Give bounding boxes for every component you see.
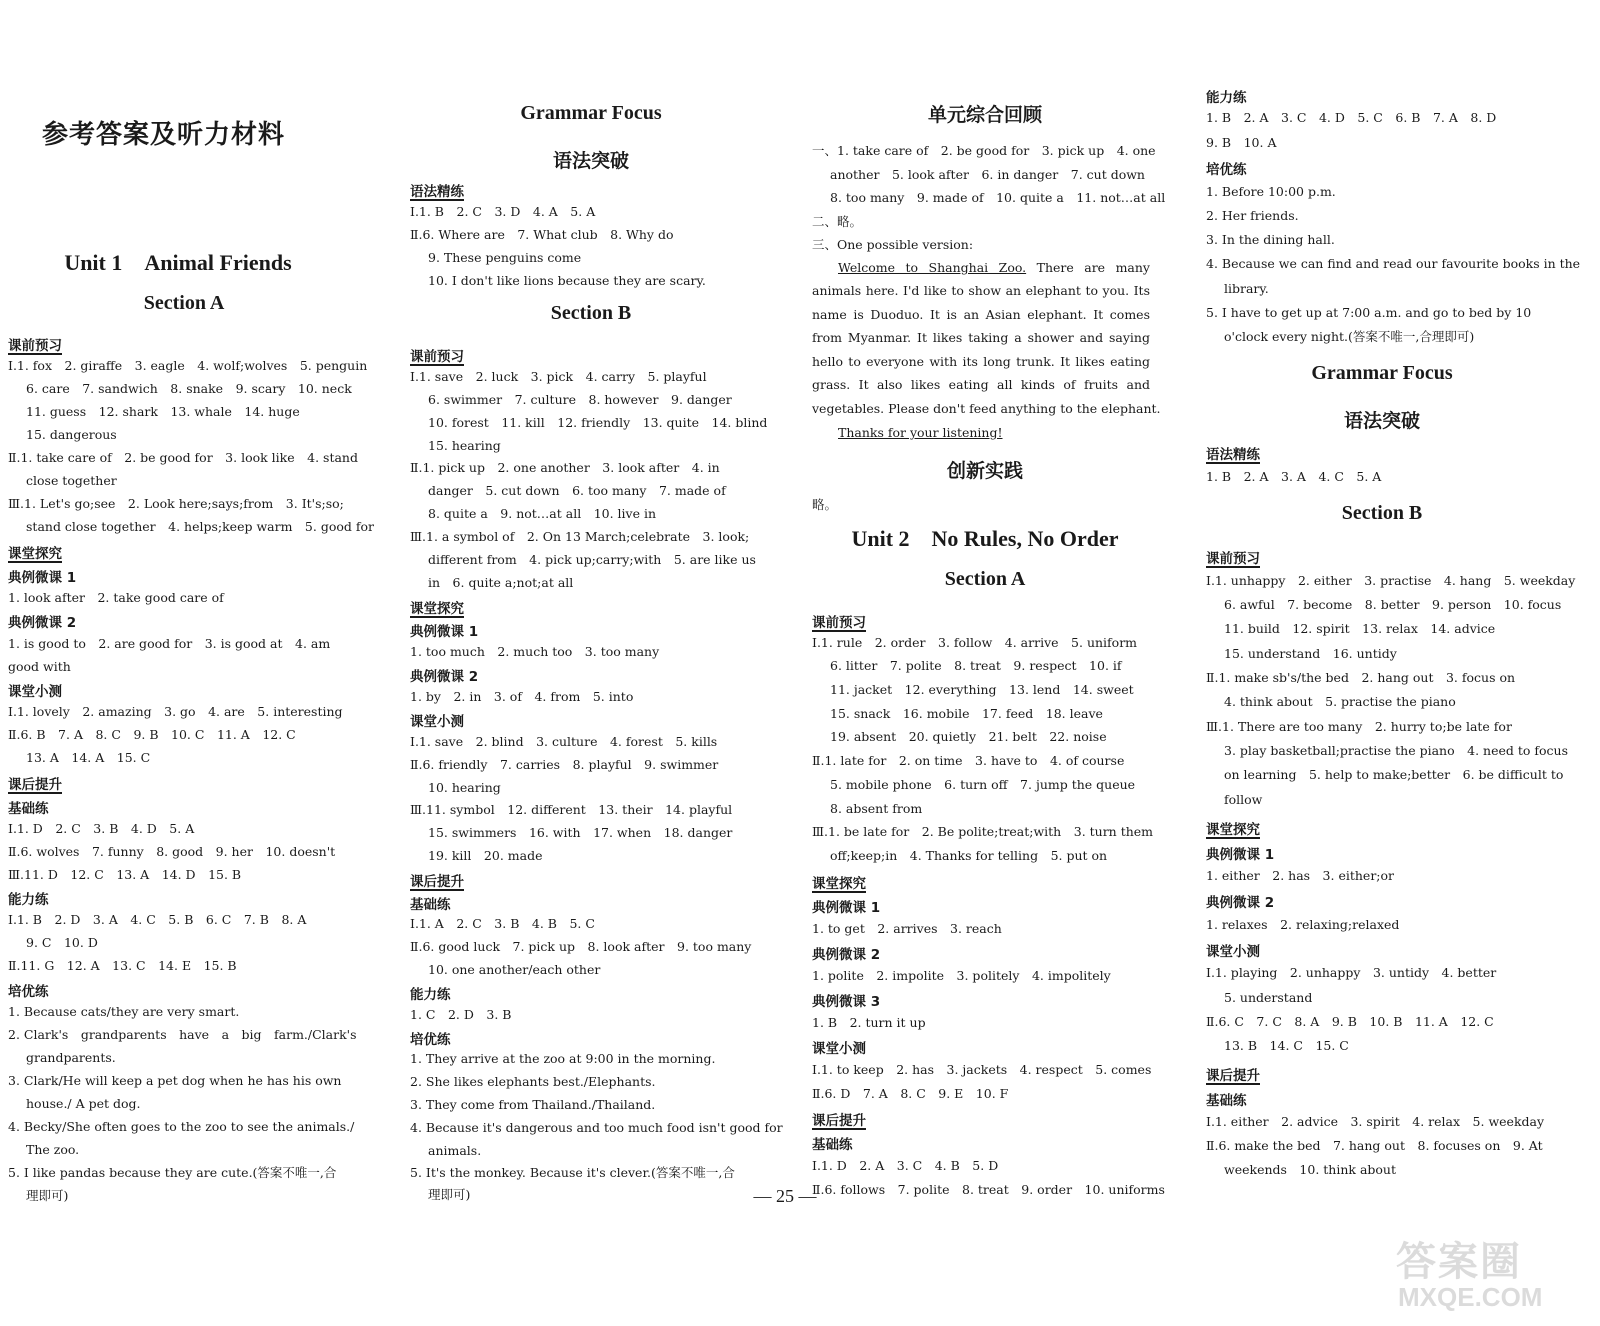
- column-4: [1206, 0, 1581, 1220]
- essay-line: animals here. I'd like to show an elephant to you. Its: [812, 283, 1150, 298]
- answer-line: 5. It's the monkey. Because it's clever.(答案不唯一,合: [410, 1165, 735, 1180]
- answer-line: Ⅰ.1. playing 2. unhappy 3. untidy 4. better: [1206, 965, 1497, 980]
- answer-line: animals.: [428, 1143, 482, 1158]
- answer-line: Ⅱ.6. make the bed 7. hang out 8. focuses on 9. At: [1206, 1138, 1543, 1153]
- answer-line: grandparents.: [26, 1050, 116, 1065]
- answer-line: Ⅱ.6. friendly 7. carries 8. playful 9. swimmer: [410, 757, 719, 772]
- subheading: 基础练: [1206, 1093, 1247, 1109]
- answer-line: Ⅲ.1. There are too many 2. hurry to;be late for: [1206, 719, 1512, 734]
- answer-line: 3. They come from Thailand./Thailand.: [410, 1097, 656, 1112]
- answer-line: 1. by 2. in 3. of 4. from 5. into: [410, 689, 634, 704]
- answer-line: Ⅰ.1. A 2. C 3. B 4. B 5. C: [410, 916, 595, 931]
- subheading: 基础练: [410, 897, 451, 913]
- subheading: 典例微课 2: [410, 669, 479, 685]
- answer-line: 1. C 2. D 3. B: [410, 1007, 512, 1022]
- answer-line: another 5. look after 6. in danger 7. cut down: [830, 167, 1145, 182]
- heading: 语法精练: [410, 184, 464, 200]
- subheading: 典例微课 1: [1206, 847, 1275, 863]
- answer-line: follow: [1224, 792, 1263, 807]
- answer-line: 1. too much 2. much too 3. too many: [410, 644, 660, 659]
- answer-line: 2. Her friends.: [1206, 208, 1299, 223]
- answer-line: 1. either 2. has 3. either;or: [1206, 868, 1395, 883]
- answer-line: Ⅲ.1. Let's go;see 2. Look here;says;from 3. It's;so;: [8, 496, 344, 511]
- answer-line: Ⅰ.1. save 2. blind 3. culture 4. forest 5. kills: [410, 734, 718, 749]
- answer-line: 2. She likes elephants best./Elephants.: [410, 1074, 656, 1089]
- section-title: Section A: [944, 568, 1026, 590]
- watermark-logo: [1388, 1228, 1588, 1318]
- subheading: 课堂小测: [1206, 944, 1260, 960]
- subheading: 课堂小测: [8, 684, 62, 700]
- answer-line: 15. hearing: [428, 438, 501, 453]
- unit-title: Unit 1 Animal Friends: [64, 250, 292, 275]
- answer-line: Ⅰ.1. save 2. luck 3. pick 4. carry 5. playful: [410, 369, 707, 384]
- answer-line: 10. one another/each other: [428, 962, 601, 977]
- subheading: 典例微课 2: [1206, 895, 1275, 911]
- answer-line: 8. quite a 9. not…at all 10. live in: [428, 506, 657, 521]
- answer-line: Ⅰ.1. B 2. C 3. D 4. A 5. A: [410, 204, 596, 219]
- answer-line: Ⅱ.1. late for 2. on time 3. have to 4. of course: [812, 753, 1125, 768]
- answer-line: Ⅰ.1. fox 2. giraffe 3. eagle 4. wolf;wolves 5. penguin: [8, 358, 368, 373]
- answer-line: 11. build 12. spirit 13. relax 14. advice: [1224, 621, 1496, 636]
- section-title: Section B: [1341, 502, 1423, 524]
- answer-line: 15. understand 16. untidy: [1224, 646, 1397, 661]
- answer-line: 1. B 2. A 3. A 4. C 5. A: [1206, 469, 1382, 484]
- answer-line: 15. swimmers 16. with 17. when 18. danger: [428, 825, 733, 840]
- answer-line: good with: [8, 659, 71, 674]
- heading: 课堂探究: [1206, 822, 1260, 838]
- answer-line: 5. I like pandas because they are cute.(答案不唯一,合: [8, 1165, 337, 1180]
- answer-line: Ⅱ.6. good luck 7. pick up 8. look after 9. too many: [410, 939, 752, 954]
- answer-line: Ⅰ.1. D 2. A 3. C 4. B 5. D: [812, 1158, 999, 1173]
- answer-line: Ⅰ.1. unhappy 2. either 3. practise 4. hang 5. weekday: [1206, 573, 1576, 588]
- answer-line: Ⅱ.6. D 7. A 8. C 9. E 10. F: [812, 1086, 1009, 1101]
- answer-line: Ⅱ.1. pick up 2. one another 3. look after 4. in: [410, 460, 720, 475]
- heading: 语法精练: [1206, 447, 1260, 463]
- subheading: 能力练: [1206, 90, 1247, 106]
- answer-line: Ⅱ.6. wolves 7. funny 8. good 9. her 10. doesn't: [8, 844, 336, 859]
- answer-line: 15. dangerous: [26, 427, 117, 442]
- answer-line: Ⅱ.6. C 7. C 8. A 9. B 10. B 11. A 12. C: [1206, 1014, 1494, 1029]
- subheading: 能力练: [410, 987, 451, 1003]
- answer-line: 5. understand: [1224, 990, 1313, 1005]
- subheading: 课堂小测: [812, 1041, 866, 1057]
- innovation-practice-title: 创新实践: [946, 460, 1023, 482]
- answer-line: Ⅱ.6. B 7. A 8. C 9. B 10. C 11. A 12. C: [8, 727, 296, 742]
- answer-line: house./ A pet dog.: [26, 1096, 141, 1111]
- answer-line: 1. Because cats/they are very smart.: [8, 1004, 240, 1019]
- answer-line: Ⅱ.6. Where are 7. What club 8. Why do: [410, 227, 674, 242]
- answer-line: 9. C 10. D: [26, 935, 98, 950]
- answer-line: Ⅲ.11. D 12. C 13. A 14. D 15. B: [8, 867, 242, 882]
- watermark-text: 答案圈: [1396, 1239, 1522, 1285]
- essay-welcome: Welcome to Shanghai Zoo.: [838, 260, 1027, 275]
- heading: 课堂探究: [410, 601, 464, 617]
- answer-line: Ⅲ.1. be late for 2. Be polite;treat;with 3. turn them: [812, 824, 1154, 839]
- answer-line: 3. In the dining hall.: [1206, 232, 1335, 247]
- answer-line: stand close together 4. helps;keep warm 5. good for: [26, 519, 374, 534]
- subheading: 培优练: [1206, 162, 1247, 178]
- answer-line: 略。: [812, 497, 838, 512]
- grammar-focus-title: Grammar Focus: [1311, 362, 1453, 384]
- answer-line: library.: [1224, 281, 1269, 296]
- answer-line: 13. A 14. A 15. C: [26, 750, 151, 765]
- answer-line: 4. Because it's dangerous and too much food isn't good for: [410, 1120, 783, 1135]
- grammar-focus-title: Grammar Focus: [520, 102, 662, 124]
- essay-line: from Myanmar. It likes taking a shower and saying: [812, 330, 1150, 345]
- answer-line: 2. Clark's grandparents have a big farm./Clark's: [8, 1027, 357, 1042]
- subheading: 典例微课 2: [8, 615, 77, 631]
- answer-line: 4. Becky/She often goes to the zoo to see the animals./: [8, 1119, 355, 1134]
- section-title: Section A: [143, 292, 225, 314]
- answer-line: 8. too many 9. made of 10. quite a 11. not…at all: [830, 190, 1166, 205]
- answer-line: Ⅱ.1. take care of 2. be good for 3. look like 4. stand: [8, 450, 358, 465]
- answer-line: different from 4. pick up;carry;with 5. are like us: [428, 552, 756, 567]
- essay-line: name is Duoduo. It is an Asian elephant. It comes: [812, 307, 1150, 322]
- subheading: 能力练: [8, 892, 49, 908]
- answer-line: o'clock every night.(答案不唯一,合理即可): [1224, 329, 1475, 344]
- heading: 课后提升: [1206, 1068, 1260, 1084]
- essay-closing: [838, 424, 1158, 442]
- answer-line: 10. hearing: [428, 780, 501, 795]
- answer-line: Ⅱ.1. make sb's/the bed 2. hang out 3. focus on: [1206, 670, 1516, 685]
- answer-line: 3. play basketball;practise the piano 4. need to focus: [1224, 743, 1568, 758]
- answer-line: 8. absent from: [830, 801, 923, 816]
- answer-line: 1. Before 10:00 p.m.: [1206, 184, 1336, 199]
- answer-line: 二、略。: [812, 214, 863, 229]
- answer-line: 19. kill 20. made: [428, 848, 543, 863]
- answer-line: 10. forest 11. kill 12. friendly 13. quite 14. blind: [428, 415, 768, 430]
- answer-line: 4. Because we can find and read our favourite books in the: [1206, 256, 1581, 271]
- subheading: 典例微课 3: [812, 994, 881, 1010]
- answer-line: 4. think about 5. practise the piano: [1224, 694, 1456, 709]
- answer-line: 13. B 14. C 15. C: [1224, 1038, 1349, 1053]
- heading: 课前预习: [812, 615, 866, 631]
- answer-line: Ⅰ.1. lovely 2. amazing 3. go 4. are 5. interesting: [8, 704, 343, 719]
- answer-line: 6. awful 7. become 8. better 9. person 10. focus: [1224, 597, 1562, 612]
- answer-line: 11. guess 12. shark 13. whale 14. huge: [26, 404, 300, 419]
- grammar-breakthrough-title: 语法突破: [1343, 410, 1420, 432]
- answer-line: 理即可): [26, 1188, 69, 1203]
- answer-line: 1. They arrive at the zoo at 9:00 in the morning.: [410, 1051, 716, 1066]
- heading: 课前预习: [410, 349, 464, 365]
- answer-line: off;keep;in 4. Thanks for telling 5. put on: [830, 848, 1108, 863]
- answer-line: 9. These penguins come: [428, 250, 582, 265]
- subheading: 培优练: [8, 984, 49, 1000]
- answer-line: Ⅰ.1. rule 2. order 3. follow 4. arrive 5. uniform: [812, 635, 1138, 650]
- answer-line: 一、1. take care of 2. be good for 3. pick up 4. one: [812, 143, 1156, 158]
- answer-line: 5. mobile phone 6. turn off 7. jump the queue: [830, 777, 1136, 792]
- answer-line: Ⅲ.1. a symbol of 2. On 13 March;celebrate 3. look;: [410, 529, 750, 544]
- answer-line: The zoo.: [26, 1142, 80, 1157]
- answer-line: 6. litter 7. polite 8. treat 9. respect 10. if: [830, 658, 1122, 673]
- subheading: 基础练: [8, 801, 49, 817]
- answer-line: Ⅲ.11. symbol 12. different 13. their 14. playful: [410, 802, 733, 817]
- answer-line: on learning 5. help to make;better 6. be difficult to: [1224, 767, 1564, 782]
- answer-line: 1. polite 2. impolite 3. politely 4. impolitely: [812, 968, 1111, 983]
- essay-line: [838, 259, 1150, 277]
- answer-line: 1. to get 2. arrives 3. reach: [812, 921, 1002, 936]
- page-title: 参考答案及听力材料: [42, 120, 286, 150]
- subheading: 课堂小测: [410, 714, 464, 730]
- answer-line: weekends 10. think about: [1224, 1162, 1397, 1177]
- heading: 课堂探究: [812, 876, 866, 892]
- answer-line: 理即可): [428, 1187, 471, 1202]
- essay-line: vegetables. Please don't feed anything to the elephant.: [812, 401, 1161, 416]
- answer-line: 10. I don't like lions because they are scary.: [428, 273, 706, 288]
- subheading: 典例微课 2: [812, 947, 881, 963]
- answer-line: in 6. quite a;not;at all: [428, 575, 574, 590]
- answer-line: danger 5. cut down 6. too many 7. made of: [428, 483, 726, 498]
- answer-line: 19. absent 20. quietly 21. belt 22. noise: [830, 729, 1107, 744]
- answer-line: 11. jacket 12. everything 13. lend 14. sweet: [830, 682, 1134, 697]
- page-number: — 25 —: [753, 1186, 817, 1206]
- answer-line: 6. swimmer 7. culture 8. however 9. danger: [428, 392, 732, 407]
- essay-line: hello to everyone with its long trunk. It likes eating: [812, 354, 1150, 369]
- answer-line: 1. B 2. A 3. C 4. D 5. C 6. B 7. A 8. D: [1206, 110, 1497, 125]
- answer-line: 3. Clark/He will keep a pet dog when he has his own: [8, 1073, 342, 1088]
- essay-line-rest: There are many: [1026, 260, 1150, 275]
- heading: 课前预习: [8, 338, 62, 354]
- answer-line: 1. look after 2. take good care of: [8, 590, 224, 605]
- grammar-breakthrough-title: 语法突破: [552, 150, 629, 172]
- answer-line: Ⅰ.1. D 2. C 3. B 4. D 5. A: [8, 821, 195, 836]
- unit-title: Unit 2 No Rules, No Order: [851, 526, 1119, 551]
- subheading: 典例微课 1: [812, 900, 881, 916]
- column-2: [410, 0, 783, 1220]
- heading: 课后提升: [8, 777, 62, 793]
- answer-line: Ⅱ.6. follows 7. polite 8. treat 9. order 10. uniforms: [812, 1182, 1165, 1197]
- answer-line: 9. B 10. A: [1206, 135, 1277, 150]
- unit-review-title: 单元综合回顾: [927, 104, 1042, 126]
- answer-line: Ⅱ.11. G 12. A 13. C 14. E 15. B: [8, 958, 237, 973]
- answer-line: close together: [26, 473, 117, 488]
- answer-line: 1. B 2. turn it up: [812, 1015, 926, 1030]
- answer-line: Ⅰ.1. B 2. D 3. A 4. C 5. B 6. C 7. B 8. A: [8, 912, 307, 927]
- answer-line: 1. relaxes 2. relaxing;relaxed: [1206, 917, 1400, 932]
- heading: 课前预习: [1206, 551, 1260, 567]
- heading: 课后提升: [410, 874, 464, 890]
- section-title: Section B: [550, 302, 632, 324]
- subheading: 典例微课 1: [8, 570, 77, 586]
- subheading: 培优练: [410, 1032, 451, 1048]
- heading: 课后提升: [812, 1113, 866, 1129]
- answer-line: Ⅰ.1. either 2. advice 3. spirit 4. relax 5. weekday: [1206, 1114, 1545, 1129]
- answer-line: 三、One possible version:: [812, 237, 974, 252]
- answer-line: Ⅰ.1. to keep 2. has 3. jackets 4. respect 5. comes: [812, 1062, 1152, 1077]
- heading: 课堂探究: [8, 546, 62, 562]
- answer-line: 6. care 7. sandwich 8. snake 9. scary 10. neck: [26, 381, 352, 396]
- column-1: [8, 0, 374, 1220]
- answer-line: 1. is good to 2. are good for 3. is good at 4. am: [8, 636, 331, 651]
- answer-line: 5. I have to get up at 7:00 a.m. and go to bed by 10: [1206, 305, 1532, 320]
- watermark-url: MXQE.COM: [1398, 1282, 1543, 1312]
- column-3: [812, 0, 1166, 1220]
- answer-line: 15. snack 16. mobile 17. feed 18. leave: [830, 706, 1103, 721]
- essay-line: grass. It also likes eating all kinds of fruits and: [812, 377, 1150, 392]
- subheading: 基础练: [812, 1137, 853, 1153]
- subheading: 典例微课 1: [410, 624, 479, 640]
- essay-thanks: Thanks for your listening!: [838, 425, 1003, 440]
